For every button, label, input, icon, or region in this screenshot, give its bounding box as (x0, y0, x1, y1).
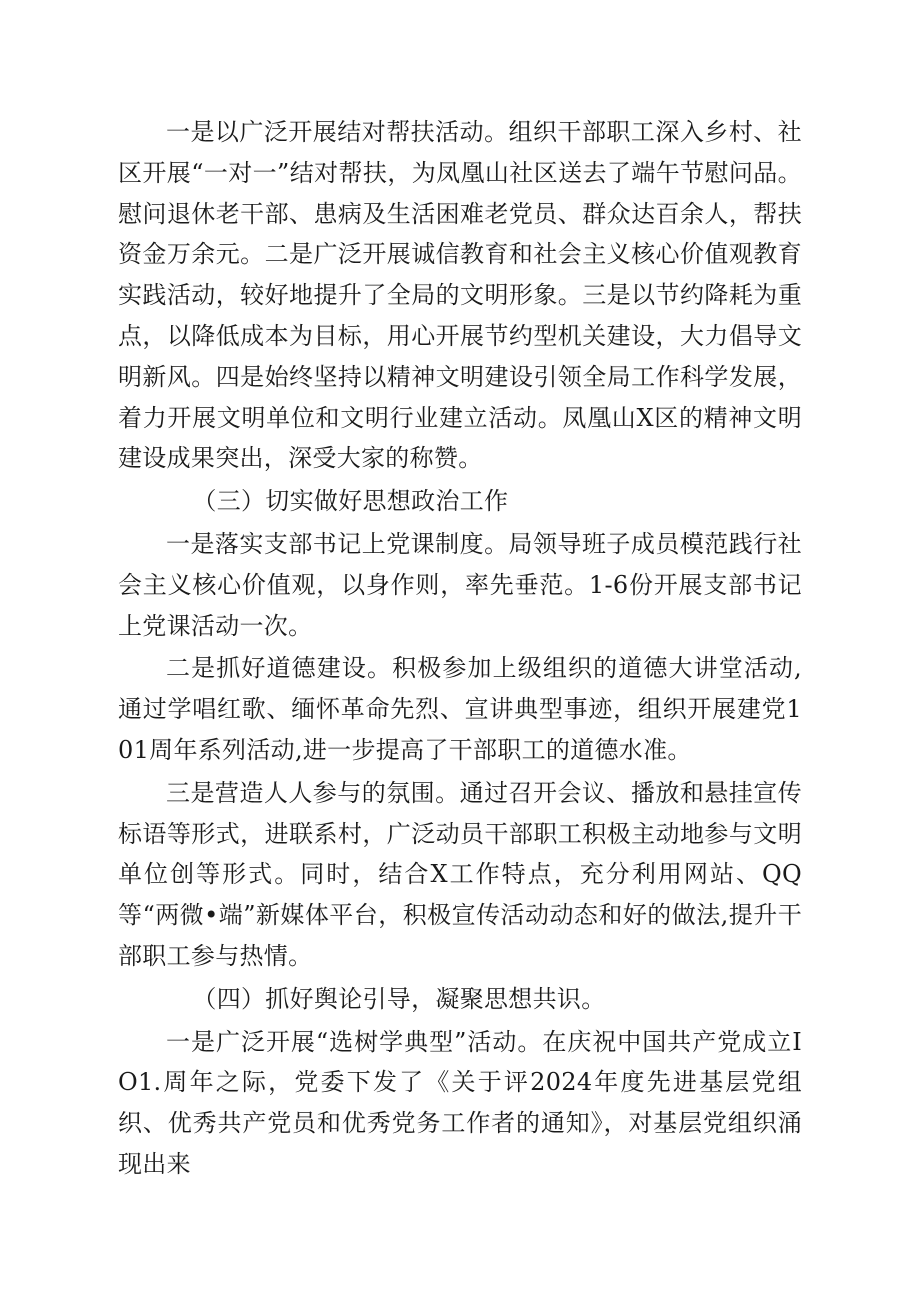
paragraph-party-lecture: 一是落实支部书记上党课制度。局领导班子成员模范践行社会主义核心价值观，以身作则，率先垂范。1-6份开展支部书记上党课活动一次。 (118, 529, 802, 640)
document-body (118, 112, 802, 1185)
paragraph-participation-atmosphere: 三是营造人人参与的氛围。通过召开会议、播放和悬挂宣传标语等形式，进联系村，广泛动员干部职工积极主动地参与文明单位创等形式。同时，结合X工作特点，充分利用网站、QQ等“两微•端”新媒体平台，积极宣传活动动态和好的做法,提升干部职工参与热情。 (118, 778, 802, 970)
paragraph-structured-assistance: 一是以广泛开展结对帮扶活动。组织干部职工深入乡村、社区开展“一对一”结对帮扶，为凤凰山社区送去了端午节慰问品。慰问退休老干部、患病及生活困难老党员、群众达百余人，帮扶资金万余元。二是广泛开展诚信教育和社会主义核心价值观教育实践活动，较好地提升了全局的文明形象。三是以节约降耗为重点，以降低成本为目标，用心开展节约型机关建设，大力倡导文明新风。四是始终坚持以精神文明建设引领全局工作科学发展，着力开展文明单位和文明行业建立活动。凤凰山X区的精神文明建设成果突出，深受大家的称赞。 (118, 118, 802, 473)
paragraph-moral-construction: 二是抓好道德建设。积极参加上级组织的道德大讲堂活动,通过学唱红歌、缅怀革命先烈、宣讲典型事迹，组织开展建党101周年系列活动,进一步提高了干部职工的道德水准。 (118, 654, 802, 764)
paragraph-role-models: 一是广泛开展“选树学典型”活动。在庆祝中国共产党成立IO1.周年之际，党委下发了《关于评2024年度先进基层党组织、优秀共产党员和优秀党务工作者的通知》，对基层党组织涌现出来 (118, 1027, 802, 1178)
section-heading-public-opinion: （四）抓好舆论引导，凝聚思想共识。 (192, 984, 606, 1013)
section-heading-ideological-work: （三）切实做好思想政治工作 (192, 487, 509, 516)
